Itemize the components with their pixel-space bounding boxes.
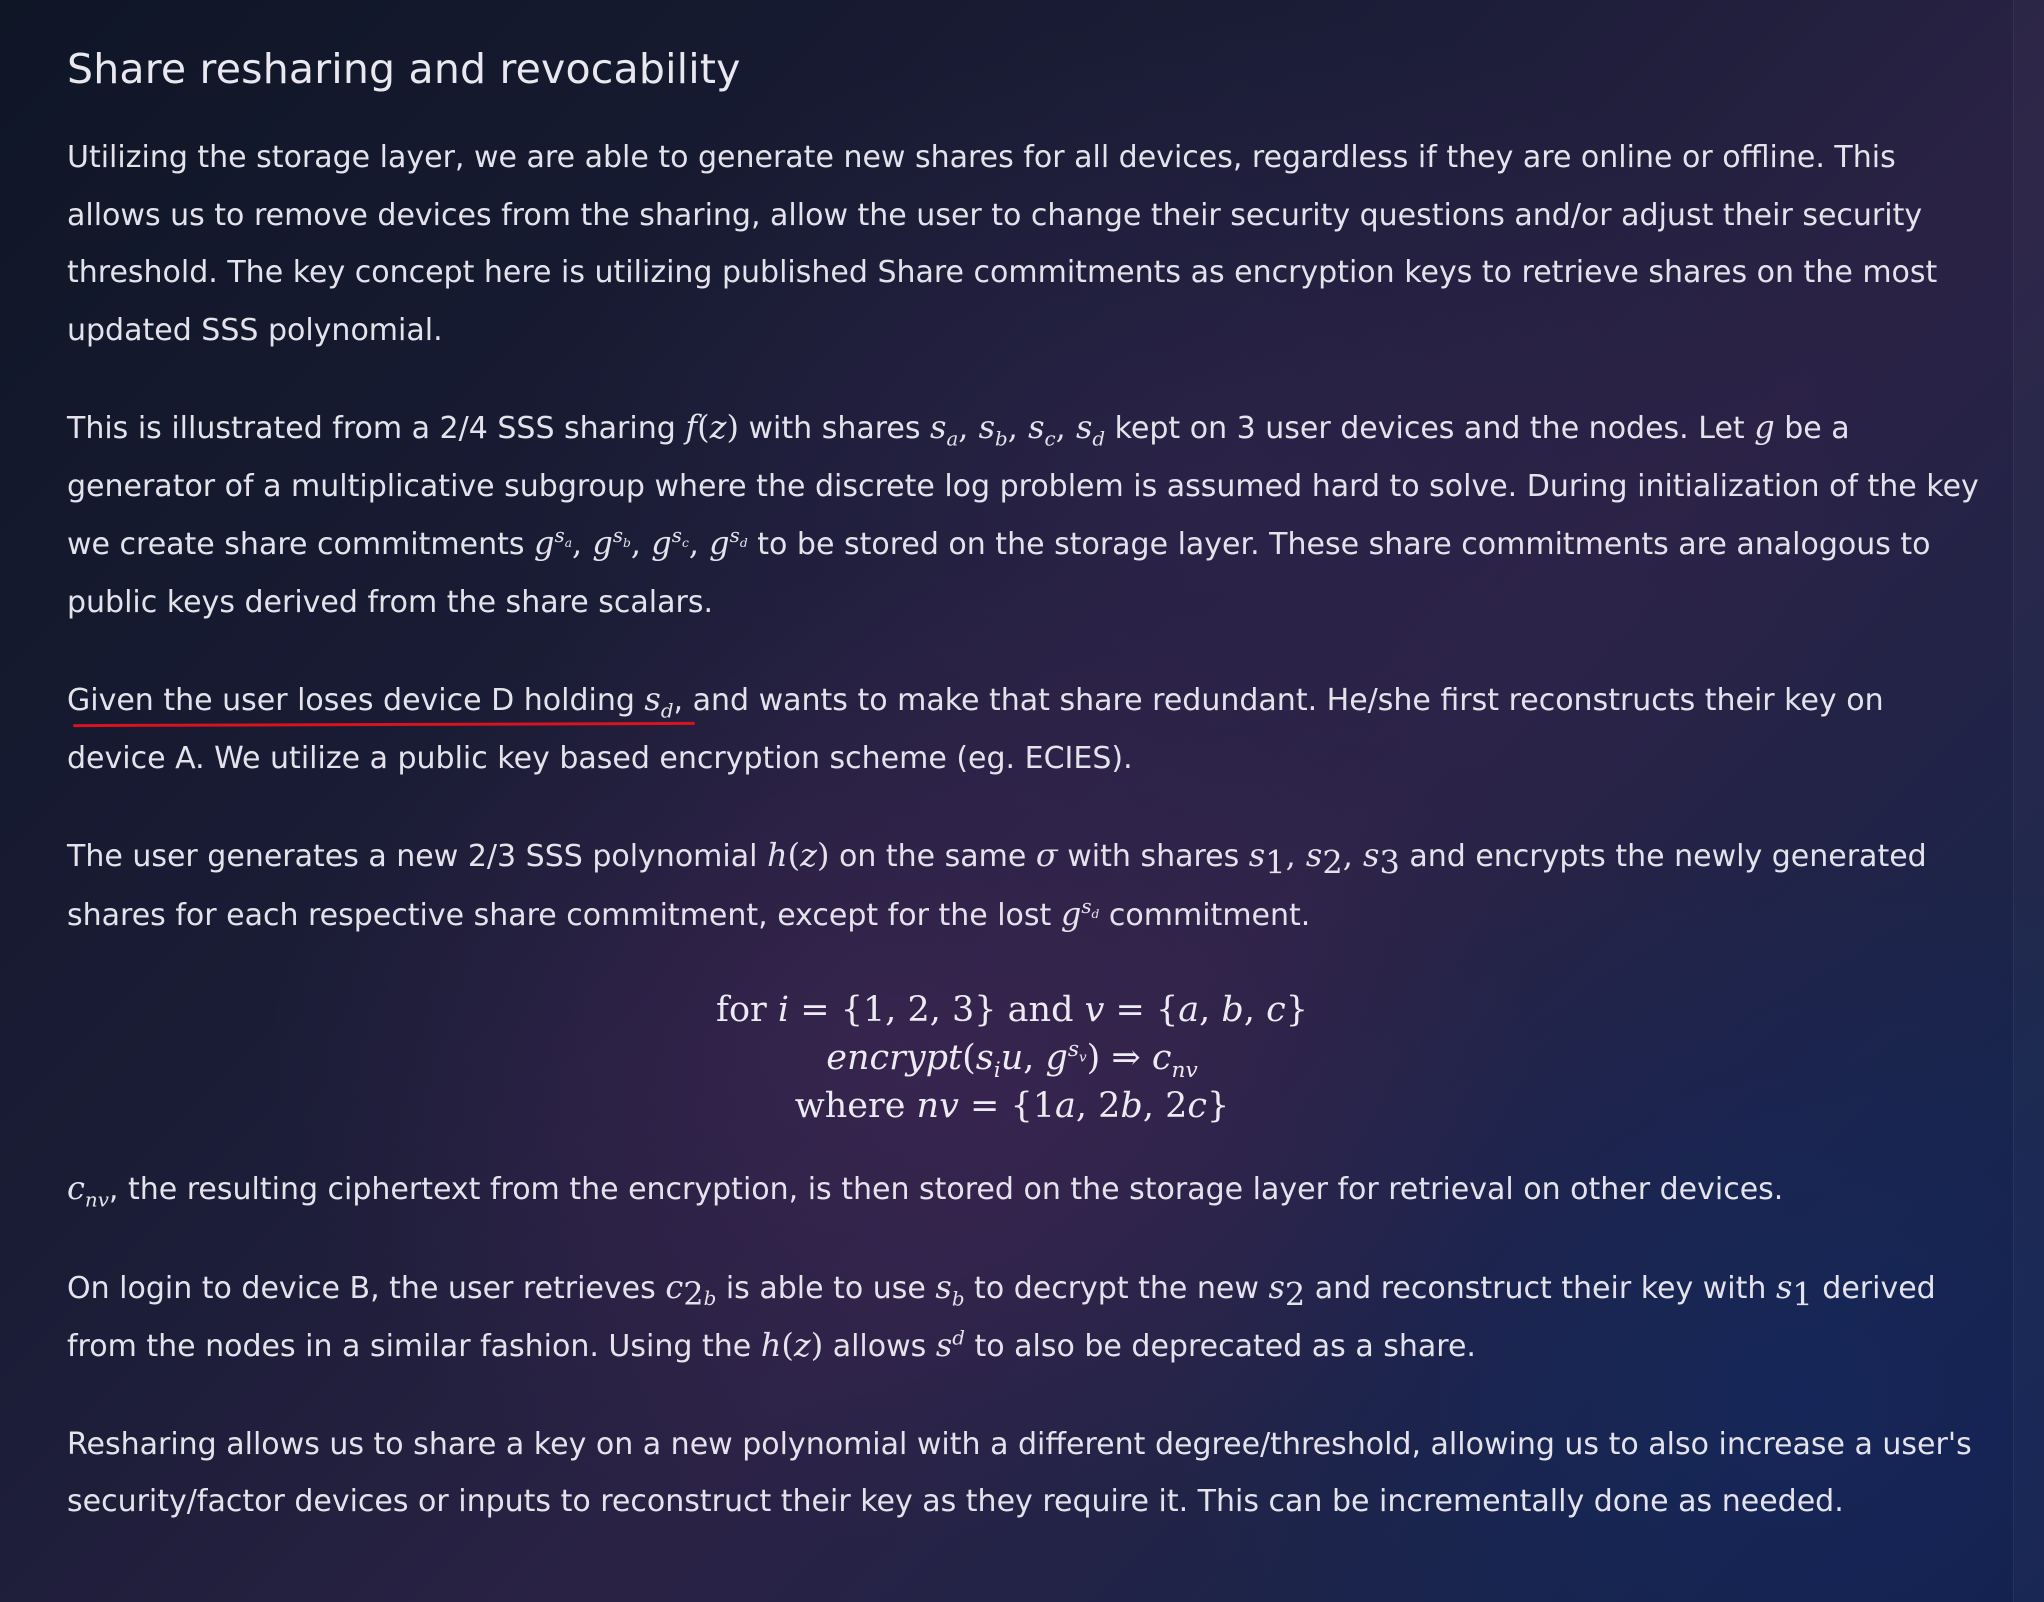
math-s-b: $s_b$ — [935, 1267, 965, 1310]
paragraph-device-b: On login to device B, the user retrieves $c_{2b}$ is able to use $s_b$ to decrypt the new $s_2$ and reconstruct their key with $s_1$ derived from the nodes in a similar fashion. Using the h(z) allows $s^d$ to also be deprecated as a share. — [67, 1267, 1936, 1364]
equation-line-2: $encrypt(s_iu$, $g^{s_v}$) ⇒ $c_{nv}$ — [826, 1037, 1198, 1083]
equation-line-3: where nv = {1a, 2b, 2c} — [794, 1086, 1230, 1126]
highlighted-phrase: Given the user loses device D holding $s_d$, — [67, 680, 693, 723]
math-h-of-z: h(z) — [767, 836, 830, 874]
display-equation — [67, 986, 1957, 1130]
math-s-1: $s_1$ — [1775, 1267, 1813, 1313]
math-c-2b: $c_{2b}$ — [665, 1267, 717, 1313]
paragraph-new-polynomial: The user generates a new 2/3 SSS polynomial h(z) on the same σ with shares $s_1$, $s_2$, $s_3$ and encrypts the newly generated shares for each respective share commitment, except for the lost $g^{s_d}$ commitment. — [67, 836, 1927, 933]
math-sigma: σ — [1035, 836, 1058, 874]
paragraph-storage-layer: Utilizing the storage layer, we are able to generate new shares for all devices, regardless if they are online or offline. This allows us to remove devices from the sharing, allow the user to change their security questions and/or adjust their security threshold. The key concept here is utilizing published Share commitments as encryption keys to retrieve shares on the most updated SSS polynomial. — [67, 140, 1938, 348]
math-commitments: $g^{s_a}$, $g^{s_b}$, $g^{s_c}$, $g^{s_d}$ — [534, 524, 748, 562]
math-shares-abcd: $s_a$, $s_b$, $s_c$, $s_d$ — [930, 408, 1106, 451]
section-heading: Share resharing and revocability — [67, 45, 741, 93]
paragraph-ciphertext: $c_{nv}$, the resulting ciphertext from the encryption, is then stored on the storage layer for retrieval on other devices. — [67, 1169, 1784, 1212]
math-f-of-z: f(z) — [685, 408, 739, 446]
math-shares-123: $s_1$, $s_2$, $s_3$ — [1248, 836, 1400, 882]
equation-line-1: for i = {1, 2, 3} and v = {a, b, c} — [716, 990, 1308, 1030]
math-s-d: $s_d$ — [644, 680, 674, 723]
paragraph-resharing: Resharing allows us to share a key on a new polynomial with a different degree/threshold, allowing us to also increase a user's security/factor devices or inputs to reconstruct their key as they require it. This can be incrementally done as needed. — [67, 1426, 1972, 1519]
paragraph-illustration: This is illustrated from a 2/4 SSS sharing f(z) with shares $s_a$, $s_b$, $s_c$, $s_d$ kept on 3 user devices and the nodes. Let g be a generator of a multiplicative subgroup where the discrete log problem is assumed hard to solve. During initialization of the key we create share commitments $g^{s_a}$, $g^{s_b}$, $g^{s_c}$, $g^{s_d}$ to be stored on the storage layer. These share commitments are analogous to public keys derived from the share scalars. — [67, 408, 1979, 620]
math-c-nv: $c_{nv}$ — [67, 1169, 109, 1212]
document-content — [67, 0, 1987, 1531]
math-h-of-z-2: h(z) — [760, 1326, 824, 1364]
math-s-sup-d: $s^d$ — [935, 1326, 965, 1364]
math-lost-commitment: $g^{s_d}$ — [1060, 894, 1100, 933]
math-g: g — [1754, 408, 1775, 446]
math-s-2: $s_2$ — [1268, 1267, 1306, 1313]
scrollbar-track[interactable] — [2013, 0, 2044, 1602]
paragraph-lost-device: Given the user loses device D holding $s_d$, and wants to make that share redundant. He/she first reconstructs their key on device A. We utilize a public key based encryption scheme (eg. ECIES). — [67, 680, 1884, 776]
